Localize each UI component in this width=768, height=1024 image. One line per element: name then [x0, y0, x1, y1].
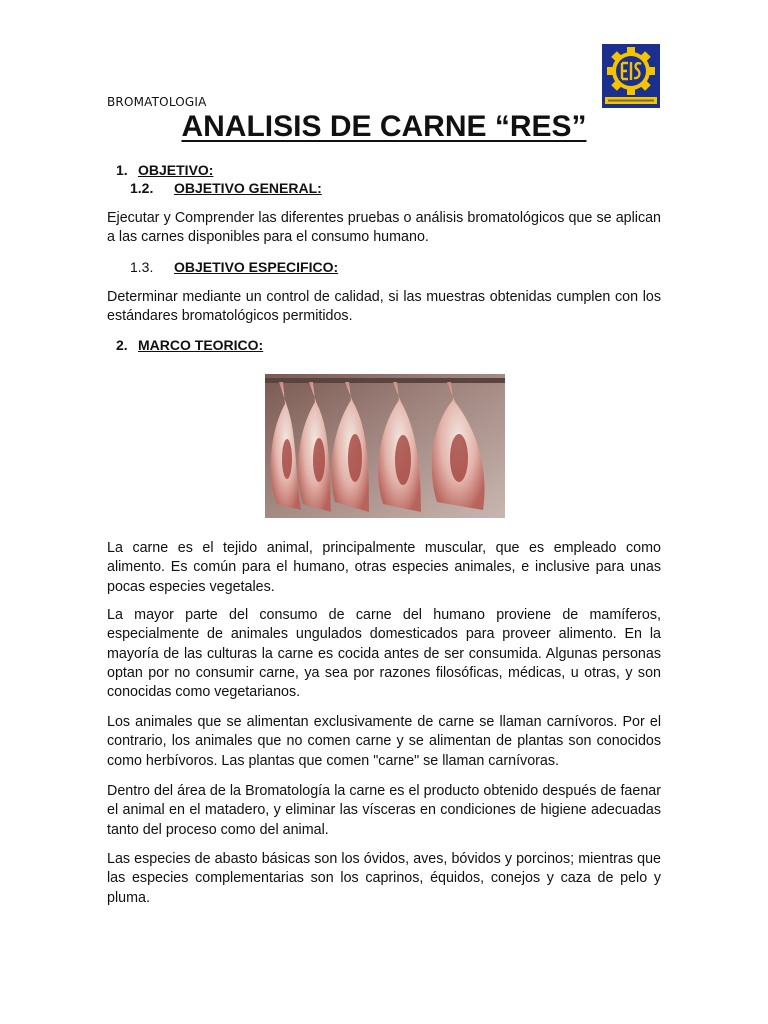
- section-label: OBJETIVO ESPECIFICO:: [174, 259, 339, 275]
- section-label: MARCO TEORICO:: [138, 337, 264, 353]
- section-number: 1.: [116, 162, 128, 178]
- section-number: 1.2.: [130, 180, 154, 196]
- paragraph-especies-abasto: Las especies de abasto básicas son los óvidos, aves, bóvidos y porcinos; mientras que las especies complementarias son los caprinos, équidos, conejos y caza de pelo y pluma.: [107, 851, 661, 906]
- meat-carcasses-photo: [265, 374, 505, 518]
- section-heading-objetivo: [116, 162, 213, 178]
- paragraph-objetivo-general: Ejecutar y Comprender las diferentes pruebas o análisis bromatológicos que se aplican a las carnes disponibles para el consumo humano.: [107, 210, 661, 246]
- section-number: 2.: [116, 337, 128, 353]
- paragraph-definicion-carne: La carne es el tejido animal, principalmente muscular, que es empleado como alimento. Es común para el humano, otras especies animales, e inclusive para unas pocas especies vegetales.: [107, 540, 661, 595]
- section-heading-objetivo-especifico: [130, 259, 338, 275]
- paragraph-objetivo-especifico: Determinar mediante un control de calidad, si las muestras obtenidas cumplen con los estándares bromatológicos permitidos.: [107, 289, 661, 325]
- section-number: 1.3.: [130, 259, 154, 275]
- section-heading-marco-teorico: [116, 337, 263, 353]
- course-label: BROMATOLOGIA: [107, 95, 207, 109]
- paragraph-consumo-carne: La mayor parte del consumo de carne del humano proviene de mamíferos, especialmente de animales ungulados domesticados para proveer alimento. En la mayoría de las culturas la carne es cocida antes de ser consumida. Algunas personas optan por no consumir carne, ya sea por razones filosóficas, médicas, u otras, y son conocidas como vegetarianos.: [107, 607, 661, 701]
- paragraph-carnivoros: Los animales que se alimentan exclusivamente de carne se llaman carnívoros. Por el contrario, los animales que no comen carne y se alimentan de plantas son conocidos como herbívoros. Las plantas que comen "carne" se llaman carnívoras.: [107, 714, 661, 769]
- section-label: OBJETIVO:: [138, 162, 214, 178]
- section-label: OBJETIVO GENERAL:: [174, 180, 322, 196]
- paragraph-bromatologia: Dentro del área de la Bromatología la carne es el producto obtenido después de faenar el animal en el matadero, y eliminar las vísceras en condiciones de higiene adecuadas tanto del proceso como del animal.: [107, 783, 661, 838]
- institution-logo-icon: [602, 44, 660, 108]
- section-heading-objetivo-general: [130, 180, 322, 196]
- document-title: ANALISIS DE CARNE “RES”: [181, 110, 587, 143]
